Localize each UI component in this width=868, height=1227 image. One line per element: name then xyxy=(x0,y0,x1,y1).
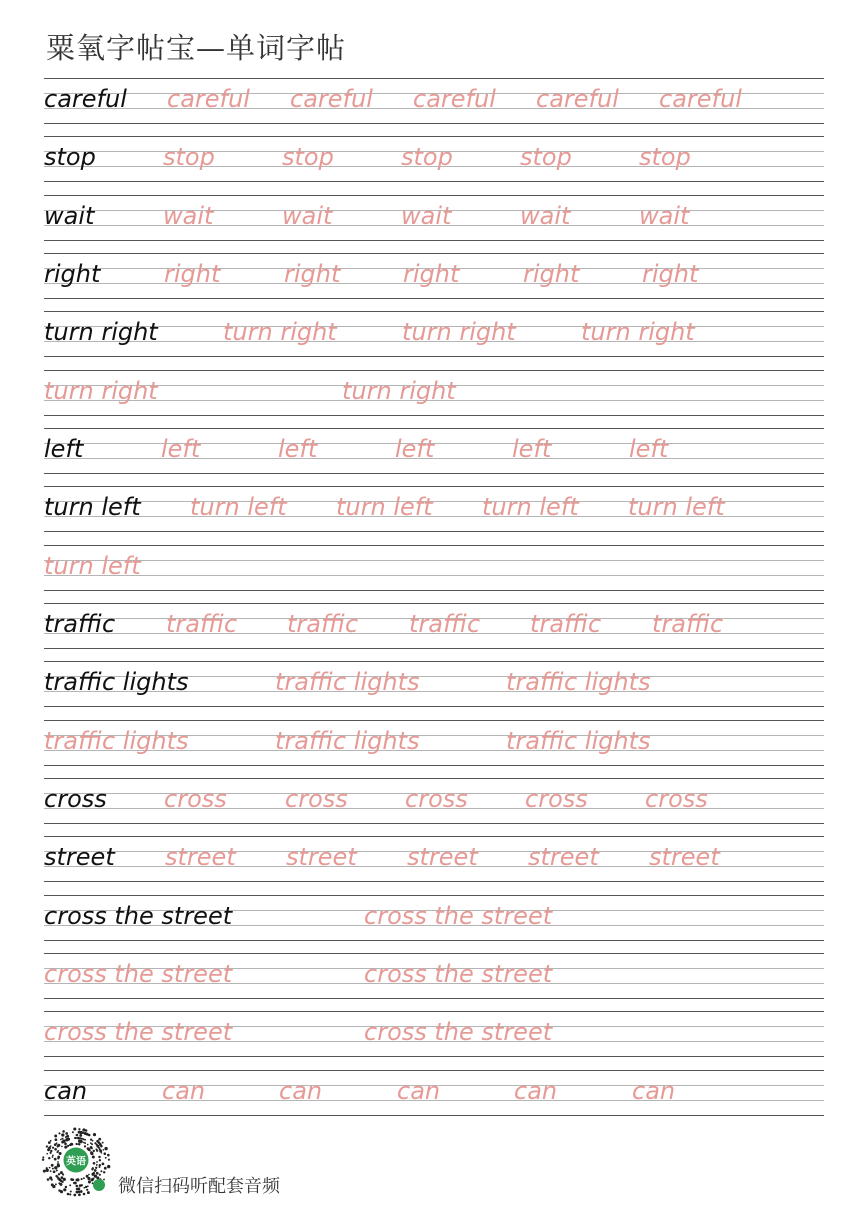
practice-row xyxy=(44,545,824,603)
practice-row xyxy=(44,778,824,836)
trace-word: careful xyxy=(290,85,373,113)
practice-row xyxy=(44,370,824,428)
trace-word: street xyxy=(649,843,720,872)
trace-word: right xyxy=(403,259,460,288)
practice-row xyxy=(44,1070,824,1128)
trace-word: traffic lights xyxy=(506,726,651,755)
trace-word: left xyxy=(161,434,201,463)
trace-word: turn right xyxy=(44,376,158,405)
trace-word: left xyxy=(278,434,318,463)
trace-word: wait xyxy=(163,201,214,230)
trace-word: stop xyxy=(282,143,334,172)
practice-row xyxy=(44,895,824,953)
trace-word: traffic xyxy=(530,609,602,638)
model-word: cross xyxy=(44,784,107,813)
trace-word: traffic lights xyxy=(275,668,420,697)
trace-word: cross xyxy=(525,784,588,813)
qr-badge-label: 英语 xyxy=(66,1156,86,1168)
trace-word: traffic lights xyxy=(275,726,420,755)
trace-word: cross xyxy=(645,784,708,813)
trace-word: turn right xyxy=(581,318,695,347)
trace-word: left xyxy=(512,434,552,463)
trace-word: right xyxy=(164,259,221,288)
model-word: street xyxy=(44,843,115,872)
trace-word: cross the street xyxy=(44,1018,233,1047)
practice-sheet xyxy=(44,78,824,1128)
trace-word: can xyxy=(632,1076,676,1105)
model-word: turn left xyxy=(44,493,141,522)
footer-caption: 微信扫码听配套音频 xyxy=(118,1176,280,1197)
practice-row xyxy=(44,720,824,778)
footer xyxy=(40,1126,440,1202)
practice-row xyxy=(44,311,824,369)
model-word: wait xyxy=(44,201,95,230)
practice-row xyxy=(44,836,824,894)
trace-word: traffic xyxy=(409,609,481,638)
model-word: turn right xyxy=(44,318,158,347)
trace-word: turn left xyxy=(190,493,287,522)
trace-word: can xyxy=(397,1076,441,1105)
trace-word: traffic lights xyxy=(506,668,651,697)
trace-word: wait xyxy=(282,201,333,230)
trace-word: right xyxy=(284,259,341,288)
trace-word: right xyxy=(642,259,699,288)
model-word: careful xyxy=(44,85,127,113)
trace-word: wait xyxy=(401,201,452,230)
trace-word: turn left xyxy=(482,493,579,522)
practice-row xyxy=(44,136,824,194)
practice-row xyxy=(44,486,824,544)
trace-word: cross xyxy=(405,784,468,813)
ruled-lines xyxy=(44,545,824,591)
practice-row xyxy=(44,953,824,1011)
trace-word: cross xyxy=(285,784,348,813)
trace-word: wait xyxy=(520,201,571,230)
practice-row xyxy=(44,253,824,311)
practice-row xyxy=(44,428,824,486)
trace-word: traffic xyxy=(166,609,238,638)
practice-row xyxy=(44,78,824,136)
trace-word: careful xyxy=(536,85,619,113)
model-word: cross the street xyxy=(44,901,233,930)
trace-word: cross the street xyxy=(364,901,553,930)
trace-word: street xyxy=(528,843,599,872)
practice-row xyxy=(44,195,824,253)
trace-word: wait xyxy=(639,201,690,230)
page-title: 粟氧字帖宝—单词字帖 xyxy=(46,31,347,65)
trace-word: stop xyxy=(401,143,453,172)
trace-word: cross the street xyxy=(364,1018,553,1047)
trace-word: cross the street xyxy=(364,959,553,988)
trace-word: can xyxy=(514,1076,558,1105)
trace-word: careful xyxy=(659,85,742,113)
mini-program-badge-icon xyxy=(93,1179,105,1191)
trace-word: traffic xyxy=(652,609,724,638)
trace-word: turn right xyxy=(223,318,337,347)
model-word: traffic xyxy=(44,609,116,638)
practice-row xyxy=(44,1011,824,1069)
trace-word: turn right xyxy=(342,376,456,405)
trace-word: street xyxy=(286,843,357,872)
trace-word: turn left xyxy=(44,551,141,580)
model-word: stop xyxy=(44,143,96,172)
model-word: right xyxy=(44,259,101,288)
practice-row xyxy=(44,603,824,661)
trace-word: street xyxy=(407,843,478,872)
trace-word: right xyxy=(523,259,580,288)
trace-word: stop xyxy=(520,143,572,172)
trace-word: turn left xyxy=(628,493,725,522)
model-word: left xyxy=(44,434,84,463)
trace-word: can xyxy=(279,1076,323,1105)
practice-row xyxy=(44,661,824,719)
model-word: can xyxy=(44,1076,88,1105)
model-word: traffic lights xyxy=(44,668,189,697)
trace-word: stop xyxy=(163,143,215,172)
trace-word: cross xyxy=(164,784,227,813)
trace-word: turn right xyxy=(402,318,516,347)
trace-word: stop xyxy=(639,143,691,172)
qr-code-icon xyxy=(40,1126,112,1198)
trace-word: left xyxy=(395,434,435,463)
trace-word: traffic xyxy=(287,609,359,638)
trace-word: traffic lights xyxy=(44,726,189,755)
trace-word: left xyxy=(629,434,669,463)
trace-word: street xyxy=(165,843,236,872)
trace-word: turn left xyxy=(336,493,433,522)
trace-word: careful xyxy=(167,85,250,113)
trace-word: careful xyxy=(413,85,496,113)
trace-word: can xyxy=(162,1076,206,1105)
trace-word: cross the street xyxy=(44,959,233,988)
